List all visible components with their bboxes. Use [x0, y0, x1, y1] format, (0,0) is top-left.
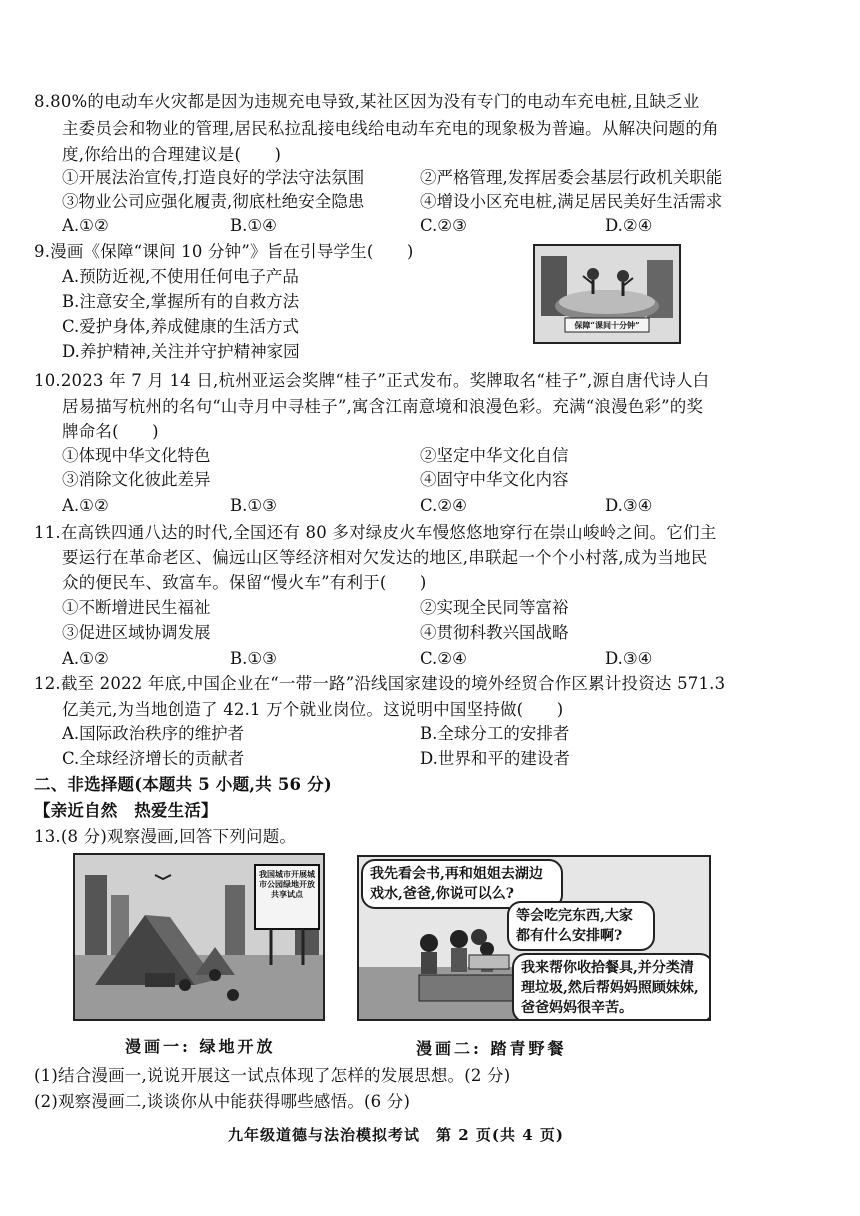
q12-option-a: A.国际政治秩序的维护者 — [62, 724, 245, 743]
section2-heading: 二、非选择题(本题共 5 小题,共 56 分) — [34, 775, 332, 794]
q8-item-4: ④增设小区充电桩,满足居民美好生活需求 — [420, 192, 723, 211]
q10-item-1: ①体现中华文化特色 — [62, 446, 211, 465]
q9-option-a: A.预防近视,不使用任何电子产品 — [62, 267, 299, 286]
q8-line-1: 8.80%的电动车火灾都是因为违规充电导致,某社区因为没有专门的电动车充电桩,且缺乏业 — [34, 92, 700, 111]
q8-item-3: ③物业公司应强化履责,彻底杜绝安全隐患 — [62, 192, 365, 211]
q10-choice-a: A.①② — [62, 496, 109, 515]
q11-item-4: ④贯彻科教兴国战略 — [420, 623, 569, 642]
q8-line-3: 度,你给出的合理建议是( ) — [62, 145, 282, 164]
q11-choice-d: D.③④ — [605, 649, 653, 668]
q10-item-3: ③消除文化彼此差异 — [62, 470, 211, 489]
q10-item-2: ②坚定中华文化自信 — [420, 446, 569, 465]
q11-item-1: ①不断增进民生福祉 — [62, 598, 211, 617]
q12-option-b: B.全球分工的安排者 — [420, 724, 570, 743]
q13-sub-2: (2)观察漫画二,谈谈你从中能获得哪些感悟。(6 分) — [34, 1092, 411, 1111]
q10-choice-b: B.①③ — [230, 496, 277, 515]
page-footer: 九年级道德与法治模拟考试 第 2 页(共 4 页) — [228, 1126, 564, 1144]
q11-item-2: ②实现全民同等富裕 — [420, 598, 569, 617]
q12-option-d: D.世界和平的建设者 — [420, 749, 570, 768]
q13-comic2-caption: 漫画二: 踏青野餐 — [416, 1039, 567, 1058]
q13-comic1-caption: 漫画一: 绿地开放 — [125, 1037, 276, 1056]
q13-comic2-image — [357, 855, 711, 1021]
q10-line-1: 10.2023 年 7 月 14 日,杭州亚运会奖牌“桂子”正式发布。奖牌取名“桂子”,源自唐代诗人白 — [34, 371, 710, 390]
q10-line-3: 牌命名( ) — [62, 422, 159, 441]
q13-stem: 13.(8 分)观察漫画,回答下列问题。 — [34, 827, 297, 846]
section2-subheading: 【亲近自然 热爱生活】 — [34, 801, 218, 820]
q12-line-2: 亿美元,为当地创造了 42.1 万个就业岗位。这说明中国坚持做( ) — [62, 700, 564, 719]
q8-item-2: ②严格管理,发挥居委会基层行政机关职能 — [420, 168, 723, 187]
q13-comic1-sign: 我国城市开展城市公园绿地开放共享试点 — [259, 869, 315, 899]
q10-choice-d: D.③④ — [605, 496, 653, 515]
q9-stem: 9.漫画《保障“课间 10 分钟”》旨在引导学生( ) — [34, 242, 414, 261]
q11-choice-a: A.①② — [62, 649, 109, 668]
q9-comic-banner: 保障“课间十分钟” — [574, 320, 640, 330]
q8-line-2: 主委员会和物业的管理,居民私拉乱接电线给电动车充电的现象极为普遍。从解决问题的角 — [62, 119, 719, 138]
q10-choice-c: C.②④ — [420, 496, 467, 515]
speech-bubble-child: 我先看会书,再和姐姐去湖边戏水,爸爸,你说可以么? — [361, 859, 563, 909]
q9-comic-image — [533, 244, 681, 344]
q10-item-4: ④固守中华文化内容 — [420, 470, 569, 489]
q8-choice-b: B.①④ — [230, 216, 277, 235]
q10-line-2: 居易描写杭州的名句“山寺月中寻桂子”,寓含江南意境和浪漫色彩。充满“浪漫色彩”的奖 — [62, 397, 704, 416]
q9-option-d: D.养护精神,关注并守护精神家园 — [62, 342, 300, 361]
q13-sub-1: (1)结合漫画一,说说开展这一试点体现了怎样的发展思想。(2 分) — [34, 1066, 511, 1085]
q11-choice-c: C.②④ — [420, 649, 467, 668]
q12-option-c: C.全球经济增长的贡献者 — [62, 749, 245, 768]
q9-option-c: C.爱护身体,养成健康的生活方式 — [62, 317, 300, 336]
q9-option-b: B.注意安全,掌握所有的自救方法 — [62, 292, 300, 311]
q8-choice-c: C.②③ — [420, 216, 467, 235]
speech-bubble-older-child: 我来帮你收拾餐具,并分类清理垃圾,然后帮妈妈照顾妹妹,爸爸妈妈很辛苦。 — [512, 953, 711, 1021]
q12-line-1: 12.截至 2022 年底,中国企业在“一带一路”沿线国家建设的境外经贸合作区累计投资达 571.3 — [34, 674, 726, 693]
q8-item-1: ①开展法治宣传,打造良好的学法守法氛围 — [62, 168, 365, 187]
speech-bubble-father: 等会吃完东西,大家都有什么安排啊? — [507, 901, 655, 951]
q8-choice-a: A.①② — [62, 216, 109, 235]
q11-line-1: 11.在高铁四通八达的时代,全国还有 80 多对绿皮火车慢悠悠地穿行在崇山峻岭之间。它们主 — [34, 523, 717, 542]
q13-comic1-image — [73, 853, 325, 1021]
q11-line-2: 要运行在革命老区、偏远山区等经济相对欠发达的地区,串联起一个个小村落,成为当地民 — [62, 548, 708, 567]
q8-choice-d: D.②④ — [605, 216, 653, 235]
q11-item-3: ③促进区域协调发展 — [62, 623, 211, 642]
q11-choice-b: B.①③ — [230, 649, 277, 668]
q11-line-3: 众的便民车、致富车。保留“慢火车”有利于( ) — [62, 573, 427, 592]
